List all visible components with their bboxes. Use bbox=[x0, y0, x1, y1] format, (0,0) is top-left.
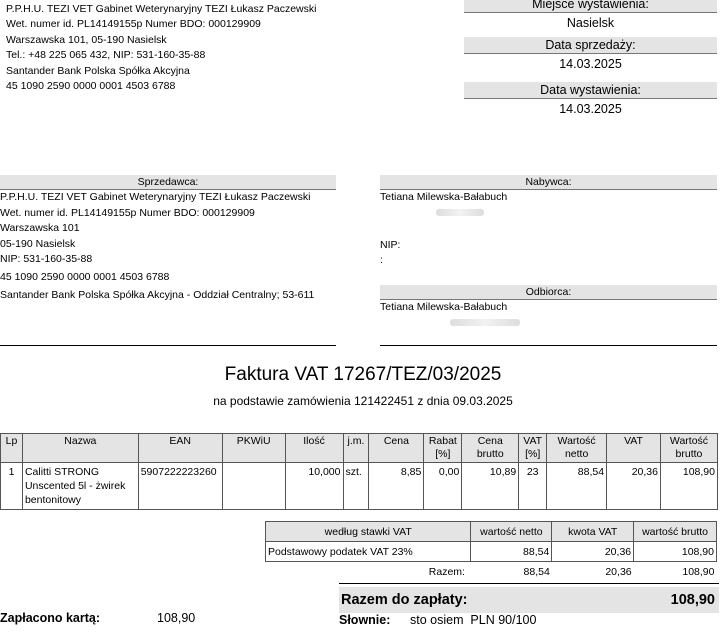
seller-block bbox=[0, 175, 336, 303]
buyer-heading: Nabywca: bbox=[380, 175, 717, 190]
total-due-label: Razem do zapłaty: bbox=[341, 592, 468, 608]
buyer-lines bbox=[380, 190, 717, 269]
invoice-title: Faktura VAT 17267/TEZ/03/2025 bbox=[224, 364, 502, 385]
issue-date-value: 14.03.2025 bbox=[559, 102, 622, 116]
vat-col-vat: kwota VAT bbox=[552, 522, 634, 542]
buyer-name: Tetiana Milewska-Bałabuch bbox=[380, 191, 508, 203]
vat-total-label: Razem: bbox=[428, 565, 465, 578]
vat-col-gross: wartość brutto bbox=[634, 522, 717, 542]
vat-header-row bbox=[266, 522, 717, 542]
col-unit: j.m. bbox=[343, 434, 369, 463]
buyer-address-redacted bbox=[380, 206, 717, 224]
place-value: Nasielsk bbox=[566, 16, 615, 30]
vat-col-rate: według stawki VAT bbox=[266, 522, 471, 542]
redacted-text bbox=[450, 319, 520, 326]
cell-name: Calitti STRONG Unscented 5l - żwirek bentonitowy bbox=[22, 463, 138, 510]
col-qty: Ilość bbox=[285, 434, 343, 463]
place-box bbox=[464, 0, 717, 33]
seller-header-line: Tel.: +48 225 065 432, NIP: 531-160-35-88 bbox=[6, 49, 206, 62]
col-gross-price: Cena brutto bbox=[462, 434, 519, 463]
items-table bbox=[0, 433, 718, 510]
recipient-lines bbox=[380, 300, 717, 332]
vat-total-row bbox=[266, 562, 717, 582]
seller-header bbox=[6, 2, 316, 94]
vat-rate: Podstawowy podatek VAT 23% bbox=[266, 542, 471, 562]
issue-date-label: Data wystawienia: bbox=[464, 82, 717, 99]
words-value: sto osiem PLN 90/100 bbox=[410, 613, 537, 627]
paid-value: 108,90 bbox=[157, 611, 196, 625]
cell-discount: 0,00 bbox=[424, 463, 462, 510]
col-vat: VAT bbox=[607, 434, 661, 463]
col-ean: EAN bbox=[138, 434, 222, 463]
divider bbox=[339, 583, 719, 584]
place-label: Miejsce wystawienia: bbox=[464, 0, 717, 13]
vat-net: 88,54 bbox=[471, 542, 552, 562]
cell-price: 8,85 bbox=[369, 463, 424, 510]
vat-total-net: 88,54 bbox=[523, 565, 550, 578]
buyer-block bbox=[380, 175, 717, 269]
vat-col-net: wartość netto bbox=[471, 522, 552, 542]
sale-date-value: 14.03.2025 bbox=[559, 57, 622, 71]
seller-line: Warszawska 101 bbox=[0, 222, 80, 235]
seller-line: 05-190 Nasielsk bbox=[0, 237, 76, 250]
invoice-subtitle: na podstawie zamówienia 121422451 z dnia 09.03.2025 bbox=[213, 394, 513, 408]
total-due-value: 108,90 bbox=[670, 592, 715, 608]
col-name: Nazwa bbox=[22, 434, 138, 463]
issue-date-box bbox=[464, 82, 717, 119]
col-gross-value: Wartość brutto bbox=[660, 434, 717, 463]
total-due-box bbox=[339, 587, 719, 613]
vat-total-vat: 20,36 bbox=[605, 565, 632, 578]
divider bbox=[0, 345, 336, 346]
sale-date-box bbox=[464, 37, 717, 74]
col-vat-rate: VAT [%] bbox=[519, 434, 547, 463]
col-discount: Rabat [%] bbox=[424, 434, 462, 463]
buyer-address-redacted-2 bbox=[380, 224, 717, 238]
seller-header-line: 45 1090 2590 0000 0001 4503 6788 bbox=[6, 80, 176, 93]
seller-header-line: Wet. numer id. PL14149155p Numer BDO: 000129909 bbox=[6, 18, 261, 31]
items-header-row bbox=[1, 434, 718, 463]
cell-pkwiu bbox=[222, 463, 285, 510]
recipient-block bbox=[380, 285, 717, 332]
cell-ean: 5907222223260 bbox=[138, 463, 222, 510]
cell-lp: 1 bbox=[1, 463, 23, 510]
vat-summary-table bbox=[265, 521, 717, 582]
cell-vat: 20,36 bbox=[607, 463, 661, 510]
cell-unit: szt. bbox=[343, 463, 369, 510]
recipient-name: Tetiana Milewska-Bałabuch bbox=[380, 301, 508, 313]
recipient-heading: Odbiorca: bbox=[380, 285, 717, 300]
table-row bbox=[1, 463, 718, 510]
seller-line: P.P.H.U. TEZI VET Gabinet Weterynaryjny TEZI Łukasz Paczewski bbox=[0, 191, 311, 203]
seller-header-line: Santander Bank Polska Spółka Akcyjna bbox=[6, 64, 190, 77]
cell-net-value: 88,54 bbox=[547, 463, 607, 510]
seller-lines bbox=[0, 190, 336, 303]
vat-amount: 20,36 bbox=[552, 542, 634, 562]
cell-vat-rate: 23 bbox=[519, 463, 547, 510]
cell-gross-value: 108,90 bbox=[660, 463, 717, 510]
words-label: Słownie: bbox=[339, 613, 391, 627]
seller-header-line: P.P.H.U. TEZI VET Gabinet Weterynaryjny TEZI Łukasz Paczewski bbox=[6, 3, 317, 15]
sale-date-label: Data sprzedaży: bbox=[464, 37, 717, 54]
seller-header-line: Warszawska 101, 05-190 Nasielsk bbox=[6, 33, 167, 46]
recipient-address-redacted bbox=[380, 316, 717, 332]
seller-line: 45 1090 2590 0000 0001 4503 6788 bbox=[0, 270, 170, 283]
buyer-extra: : bbox=[380, 254, 383, 267]
vat-total-gross: 108,90 bbox=[682, 565, 715, 578]
paid-label: Zapłacono kartą: bbox=[0, 611, 101, 625]
cell-qty: 10,000 bbox=[285, 463, 343, 510]
col-pkwiu: PKWiU bbox=[222, 434, 285, 463]
redacted-text bbox=[436, 209, 484, 216]
divider bbox=[380, 345, 717, 346]
buyer-nip-label: NIP: bbox=[380, 238, 401, 251]
table-row bbox=[266, 542, 717, 562]
cell-gross-price: 10,89 bbox=[462, 463, 519, 510]
vat-gross: 108,90 bbox=[634, 542, 717, 562]
seller-line: Santander Bank Polska Spółka Akcyjna - Oddział Centralny; 53-611 bbox=[0, 288, 315, 301]
col-lp: Lp bbox=[1, 434, 23, 463]
seller-line: Wet. numer id. PL14149155p Numer BDO: 000129909 bbox=[0, 206, 255, 219]
seller-line: NIP: 531-160-35-88 bbox=[0, 253, 93, 266]
col-price: Cena bbox=[369, 434, 424, 463]
seller-heading: Sprzedawca: bbox=[0, 175, 336, 190]
col-net-value: Wartość netto bbox=[547, 434, 607, 463]
